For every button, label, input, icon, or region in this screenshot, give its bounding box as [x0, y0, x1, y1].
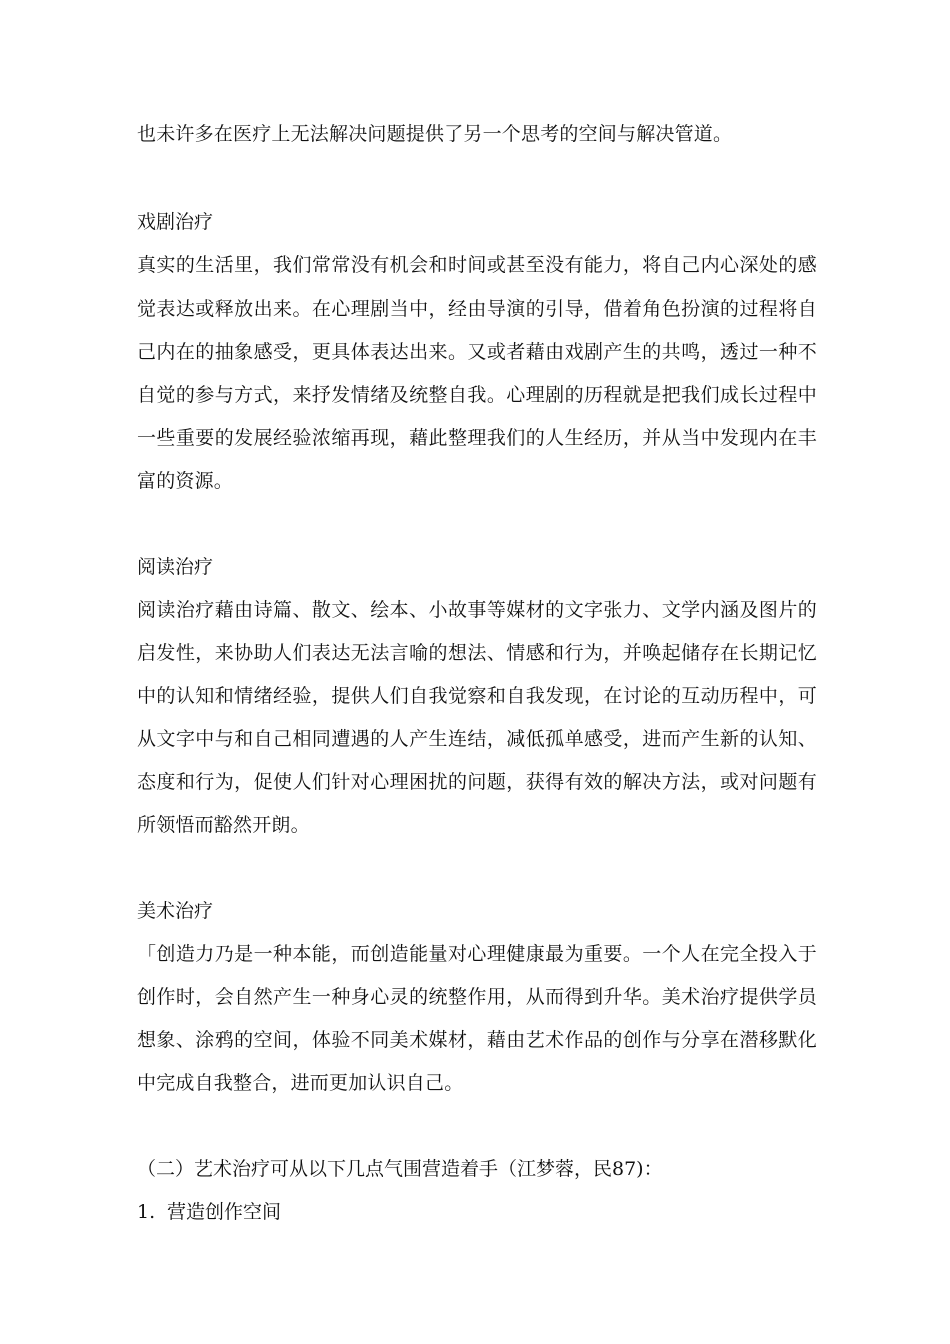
section-two-heading: （二）艺术治疗可从以下几点气围营造着手（江梦蓉，民87)：: [137, 1158, 663, 1180]
art-paragraph-line: 创作时，会自然产生一种身心灵的统整作用，从而得到升华。美术治疗提供学员: [137, 986, 817, 1008]
list-item-number: 1.: [137, 1201, 156, 1223]
reading-paragraph-line: 所领悟而豁然开朗。: [137, 814, 310, 836]
drama-paragraph-line: 一些重要的发展经验浓缩再现，藉此整理我们的人生经历，并从当中发现内在丰: [137, 427, 817, 449]
reading-paragraph-line: 阅读治疗藉由诗篇、散文、绘本、小故事等媒材的文字张力、文学内涵及图片的: [137, 599, 817, 621]
list-item: [137, 1200, 281, 1224]
drama-paragraph-line: 富的资源。: [137, 470, 234, 492]
art-paragraph-line: 中完成自我整合，进而更加认识自己。: [137, 1072, 464, 1094]
art-therapy-heading: 美术治疗: [137, 900, 214, 922]
document-page: [137, 0, 817, 1344]
reading-therapy-heading: 阅读治疗: [137, 556, 214, 578]
list-item-text: 营造创作空间: [167, 1201, 282, 1223]
drama-paragraph-line: 真实的生活里，我们常常没有机会和时间或甚至没有能力，将自己内心深处的感: [137, 254, 817, 276]
drama-paragraph-line: 觉表达或释放出来。在心理剧当中，经由导演的引导，借着角色扮演的过程将自: [137, 298, 817, 320]
intro-paragraph-line: 也未许多在医疗上无法解决问题提供了另一个思考的空间与解决管道。: [137, 123, 733, 145]
reading-paragraph-line: 启发性，来协助人们表达无法言喻的想法、情感和行为，并唤起储存在长期记忆: [137, 642, 817, 664]
art-paragraph-line: 想象、涂鸦的空间，体验不同美术媒材，藉由艺术作品的创作与分享在潜移默化: [137, 1029, 817, 1051]
reading-paragraph-line: 态度和行为，促使人们针对心理困扰的问题，获得有效的解决方法，或对问题有: [137, 771, 817, 793]
reading-paragraph-line: 中的认知和情绪经验，提供人们自我觉察和自我发现，在讨论的互动历程中，可: [137, 685, 817, 707]
reading-paragraph-line: 从文字中与和自己相同遭遇的人产生连结，减低孤单感受，进而产生新的认知、: [137, 728, 817, 750]
art-paragraph-line: 「创造力乃是一种本能，而创造能量对心理健康最为重要。一个人在完全投入于: [137, 943, 817, 965]
drama-paragraph-line: 自觉的参与方式，来抒发情绪及统整自我。心理剧的历程就是把我们成长过程中: [137, 384, 817, 406]
drama-therapy-heading: 戏剧治疗: [137, 211, 214, 233]
drama-paragraph-line: 己内在的抽象感受，更具体表达出来。又或者藉由戏剧产生的共鸣，透过一种不: [137, 341, 817, 363]
